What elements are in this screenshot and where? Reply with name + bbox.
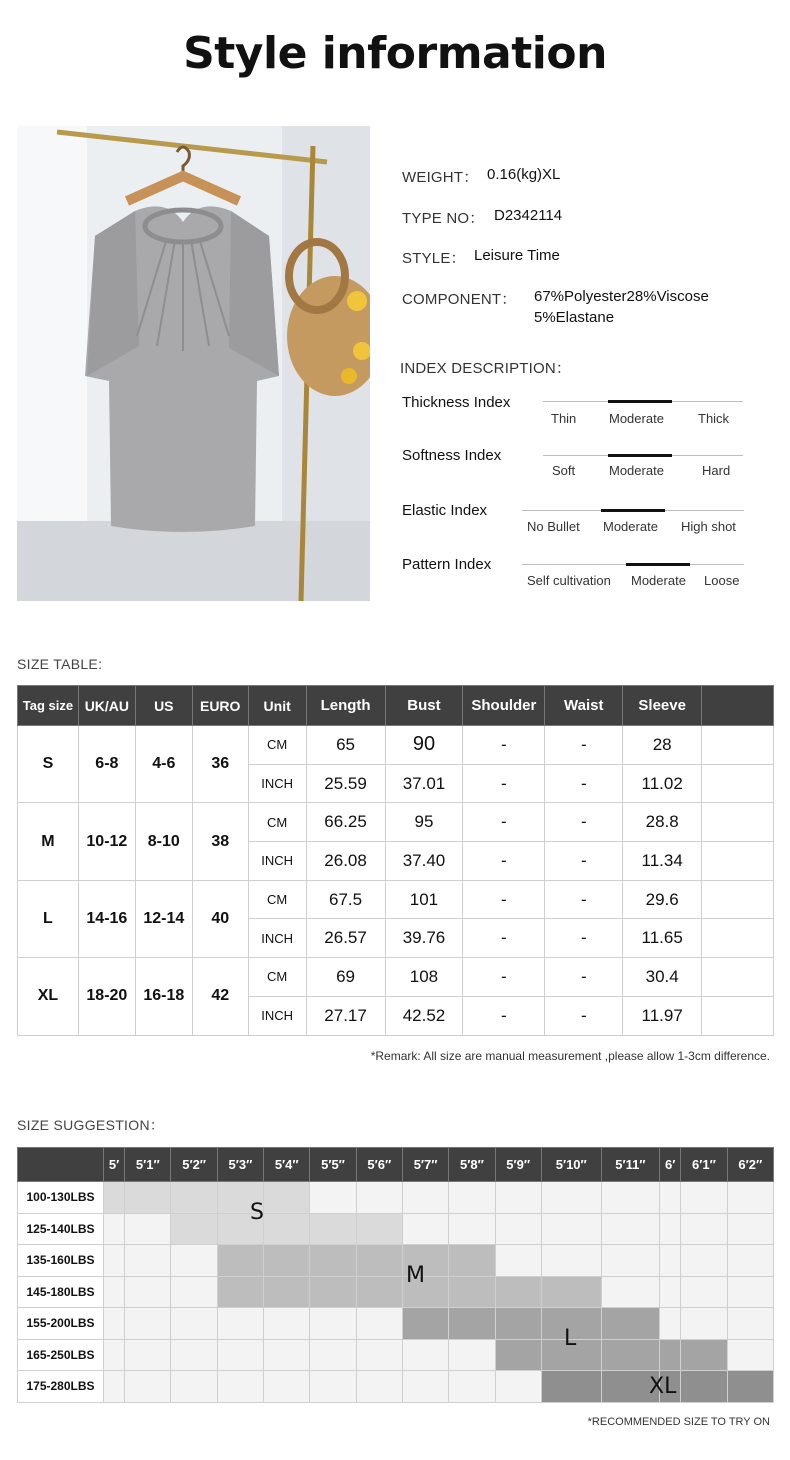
grid-cell bbox=[660, 1245, 681, 1277]
unit-cell: CM bbox=[248, 880, 306, 919]
elastic-selected-marker bbox=[601, 509, 665, 512]
header-us: US bbox=[135, 686, 192, 726]
grid-cell bbox=[125, 1308, 171, 1340]
table-row bbox=[18, 726, 774, 765]
size-euro: 40 bbox=[192, 880, 248, 957]
height-header-cell: 6′1″ bbox=[681, 1148, 727, 1182]
grid-cell bbox=[125, 1276, 171, 1308]
grid-cell bbox=[104, 1182, 125, 1214]
grid-cell bbox=[171, 1182, 217, 1214]
grid-cell bbox=[495, 1308, 541, 1340]
shoulder-cell: - bbox=[463, 764, 545, 803]
size-euro: 36 bbox=[192, 726, 248, 803]
grid-cell bbox=[402, 1213, 448, 1245]
length-cell: 26.08 bbox=[306, 842, 385, 881]
height-header-cell: 6′2″ bbox=[727, 1148, 773, 1182]
height-header-cell: 5′9″ bbox=[495, 1148, 541, 1182]
size-ukau: 10-12 bbox=[78, 803, 135, 880]
index-description-label: INDEX DESCRIPTION： bbox=[400, 360, 572, 377]
grid-cell bbox=[727, 1213, 773, 1245]
pattern-tick-mid: Moderate bbox=[631, 573, 686, 588]
grid-cell bbox=[495, 1339, 541, 1371]
grid-cell bbox=[356, 1276, 402, 1308]
height-header-cell: 5′10″ bbox=[541, 1148, 601, 1182]
grid-cell bbox=[104, 1276, 125, 1308]
weight-cell: 135-160LBS bbox=[18, 1245, 104, 1277]
grid-cell bbox=[601, 1213, 659, 1245]
shoulder-cell: - bbox=[463, 919, 545, 958]
bust-cell: 90 bbox=[385, 726, 463, 765]
pattern-selected-marker bbox=[626, 563, 690, 566]
header-shoulder: Shoulder bbox=[463, 686, 545, 726]
softness-index-label: Softness Index bbox=[402, 447, 502, 464]
bust-cell: 108 bbox=[385, 958, 463, 997]
length-cell: 27.17 bbox=[306, 996, 385, 1035]
height-header-cell: 5′6″ bbox=[356, 1148, 402, 1182]
bust-cell: 37.40 bbox=[385, 842, 463, 881]
height-header-cell: 5′8″ bbox=[449, 1148, 495, 1182]
grid-cell bbox=[681, 1371, 727, 1403]
table-row bbox=[18, 1245, 774, 1277]
grid-cell bbox=[171, 1245, 217, 1277]
shoulder-cell: - bbox=[463, 958, 545, 997]
blank-cell bbox=[702, 842, 774, 881]
grid-cell bbox=[356, 1308, 402, 1340]
grid-cell bbox=[310, 1371, 356, 1403]
grid-cell bbox=[217, 1245, 263, 1277]
size-euro: 42 bbox=[192, 958, 248, 1035]
grid-cell bbox=[495, 1213, 541, 1245]
sleeve-cell: 11.97 bbox=[623, 996, 702, 1035]
length-cell: 26.57 bbox=[306, 919, 385, 958]
size-table-label: SIZE TABLE: bbox=[17, 656, 103, 672]
sleeve-cell: 11.34 bbox=[623, 842, 702, 881]
unit-cell: CM bbox=[248, 958, 306, 997]
size-ukau: 6-8 bbox=[78, 726, 135, 803]
size-remark: *Remark: All size are manual measurement ,please allow 1-3cm difference. bbox=[370, 1049, 770, 1063]
pattern-tick-low: Self cultivation bbox=[527, 573, 611, 588]
grid-letter-m: M bbox=[406, 1263, 425, 1288]
component-value-line1: 67%Polyester28%Viscose bbox=[534, 288, 709, 305]
height-header-cell: 5′2″ bbox=[171, 1148, 217, 1182]
size-us: 4-6 bbox=[135, 726, 192, 803]
height-header-cell: 5′4″ bbox=[264, 1148, 310, 1182]
table-row bbox=[18, 1276, 774, 1308]
grid-cell bbox=[727, 1182, 773, 1214]
grid-cell bbox=[449, 1182, 495, 1214]
grid-cell bbox=[449, 1371, 495, 1403]
shoulder-cell: - bbox=[463, 803, 545, 842]
size-tag: M bbox=[18, 803, 79, 880]
size-tag: S bbox=[18, 726, 79, 803]
grid-cell bbox=[104, 1308, 125, 1340]
header-uk-au: UK/AU bbox=[78, 686, 135, 726]
grid-cell bbox=[264, 1213, 310, 1245]
grid-cell bbox=[402, 1339, 448, 1371]
blank-cell bbox=[702, 726, 774, 765]
weight-cell: 100-130LBS bbox=[18, 1182, 104, 1214]
grid-cell bbox=[660, 1276, 681, 1308]
grid-cell bbox=[356, 1213, 402, 1245]
weight-cell: 165-250LBS bbox=[18, 1339, 104, 1371]
grid-cell bbox=[356, 1371, 402, 1403]
blank-cell bbox=[702, 919, 774, 958]
grid-cell bbox=[601, 1182, 659, 1214]
length-cell: 65 bbox=[306, 726, 385, 765]
grid-cell bbox=[660, 1339, 681, 1371]
shoulder-cell: - bbox=[463, 880, 545, 919]
grid-cell bbox=[495, 1371, 541, 1403]
grid-cell bbox=[402, 1371, 448, 1403]
grid-cell bbox=[681, 1276, 727, 1308]
softness-selected-marker bbox=[608, 454, 672, 457]
size-us: 16-18 bbox=[135, 958, 192, 1035]
weight-cell: 155-200LBS bbox=[18, 1308, 104, 1340]
grid-cell bbox=[681, 1339, 727, 1371]
waist-cell: - bbox=[545, 880, 623, 919]
grid-cell bbox=[217, 1339, 263, 1371]
grid-cell bbox=[541, 1245, 601, 1277]
grid-cell bbox=[402, 1308, 448, 1340]
grid-cell bbox=[541, 1276, 601, 1308]
product-photo bbox=[17, 126, 370, 601]
shoulder-cell: - bbox=[463, 842, 545, 881]
grid-cell bbox=[125, 1339, 171, 1371]
grid-cell bbox=[310, 1213, 356, 1245]
shoulder-cell: - bbox=[463, 996, 545, 1035]
grid-cell bbox=[310, 1182, 356, 1214]
height-header-cell: 5′7″ bbox=[402, 1148, 448, 1182]
weight-value: 0.16(kg)XL bbox=[487, 166, 561, 183]
grid-cell bbox=[727, 1308, 773, 1340]
weight-cell: 145-180LBS bbox=[18, 1276, 104, 1308]
grid-cell bbox=[356, 1245, 402, 1277]
size-suggestion-footnote: *RECOMMENDED SIZE TO TRY ON bbox=[587, 1416, 770, 1428]
grid-cell bbox=[681, 1308, 727, 1340]
header-blank bbox=[702, 686, 774, 726]
grid-cell bbox=[104, 1245, 125, 1277]
unit-cell: INCH bbox=[248, 919, 306, 958]
softness-tick-low: Soft bbox=[552, 463, 576, 478]
header-sleeve: Sleeve bbox=[623, 686, 702, 726]
grid-cell bbox=[660, 1213, 681, 1245]
softness-tick-high: Hard bbox=[702, 463, 731, 478]
table-row bbox=[18, 1308, 774, 1340]
corner-cell bbox=[18, 1148, 104, 1182]
table-row bbox=[18, 958, 774, 997]
height-header-cell: 5′11″ bbox=[601, 1148, 659, 1182]
thickness-tick-low: Thin bbox=[551, 411, 577, 426]
size-tag: L bbox=[18, 880, 79, 957]
grid-cell bbox=[264, 1182, 310, 1214]
grid-cell bbox=[264, 1371, 310, 1403]
grid-letter-s: S bbox=[250, 1200, 264, 1225]
grid-letter-l: L bbox=[564, 1326, 577, 1351]
grid-cell bbox=[104, 1339, 125, 1371]
grid-cell bbox=[449, 1213, 495, 1245]
waist-cell: - bbox=[545, 842, 623, 881]
thickness-selected-marker bbox=[608, 400, 672, 403]
grid-cell bbox=[727, 1245, 773, 1277]
grid-cell bbox=[310, 1339, 356, 1371]
grid-cell bbox=[660, 1182, 681, 1214]
tshirt-photo-icon bbox=[17, 126, 370, 601]
grid-cell bbox=[495, 1276, 541, 1308]
grid-cell bbox=[310, 1308, 356, 1340]
sleeve-cell: 28.8 bbox=[623, 803, 702, 842]
grid-cell bbox=[541, 1213, 601, 1245]
grid-cell bbox=[217, 1276, 263, 1308]
grid-cell bbox=[727, 1371, 773, 1403]
size-table-header-row bbox=[18, 686, 774, 726]
grid-cell bbox=[601, 1308, 659, 1340]
sleeve-cell: 28 bbox=[623, 726, 702, 765]
grid-cell bbox=[449, 1245, 495, 1277]
grid-cell bbox=[171, 1276, 217, 1308]
grid-cell bbox=[660, 1308, 681, 1340]
thickness-tick-high: Thick bbox=[698, 411, 730, 426]
grid-cell bbox=[495, 1182, 541, 1214]
grid-letter-xl: XL bbox=[649, 1374, 677, 1399]
height-header-cell: 5′1″ bbox=[125, 1148, 171, 1182]
header-tag-size: Tag size bbox=[18, 686, 79, 726]
size-us: 12-14 bbox=[135, 880, 192, 957]
header-length: Length bbox=[306, 686, 385, 726]
unit-cell: CM bbox=[248, 803, 306, 842]
grid-cell bbox=[495, 1245, 541, 1277]
height-header-cell: 5′5″ bbox=[310, 1148, 356, 1182]
bust-cell: 39.76 bbox=[385, 919, 463, 958]
blank-cell bbox=[702, 803, 774, 842]
page-title: Style information bbox=[183, 28, 607, 79]
grid-cell bbox=[125, 1182, 171, 1214]
unit-cell: INCH bbox=[248, 996, 306, 1035]
grid-cell bbox=[541, 1371, 601, 1403]
grid-cell bbox=[217, 1308, 263, 1340]
grid-cell bbox=[264, 1245, 310, 1277]
elastic-tick-mid: Moderate bbox=[603, 519, 658, 534]
grid-cell bbox=[171, 1213, 217, 1245]
bust-cell: 95 bbox=[385, 803, 463, 842]
grid-cell bbox=[310, 1245, 356, 1277]
grid-cell bbox=[601, 1276, 659, 1308]
sleeve-cell: 11.65 bbox=[623, 919, 702, 958]
grid-cell bbox=[217, 1371, 263, 1403]
table-row bbox=[18, 1213, 774, 1245]
shoulder-cell: - bbox=[463, 726, 545, 765]
grid-cell bbox=[310, 1276, 356, 1308]
length-cell: 67.5 bbox=[306, 880, 385, 919]
unit-cell: CM bbox=[248, 726, 306, 765]
blank-cell bbox=[702, 996, 774, 1035]
grid-cell bbox=[171, 1308, 217, 1340]
style-label: STYLE： bbox=[402, 250, 466, 267]
style-value: Leisure Time bbox=[474, 247, 560, 264]
grid-cell bbox=[681, 1213, 727, 1245]
grid-cell bbox=[125, 1245, 171, 1277]
waist-cell: - bbox=[545, 803, 623, 842]
size-table bbox=[17, 685, 774, 1036]
grid-cell bbox=[449, 1339, 495, 1371]
table-row bbox=[18, 803, 774, 842]
elastic-tick-high: High shot bbox=[681, 519, 736, 534]
blank-cell bbox=[702, 764, 774, 803]
sleeve-cell: 29.6 bbox=[623, 880, 702, 919]
length-cell: 69 bbox=[306, 958, 385, 997]
header-bust: Bust bbox=[385, 686, 463, 726]
blank-cell bbox=[702, 880, 774, 919]
sleeve-cell: 30.4 bbox=[623, 958, 702, 997]
waist-cell: - bbox=[545, 764, 623, 803]
thickness-tick-mid: Moderate bbox=[609, 411, 664, 426]
grid-cell bbox=[601, 1339, 659, 1371]
grid-cell bbox=[402, 1182, 448, 1214]
component-value-line2: 5%Elastane bbox=[534, 309, 615, 326]
grid-cell bbox=[356, 1182, 402, 1214]
sleeve-cell: 11.02 bbox=[623, 764, 702, 803]
elastic-tick-low: No Bullet bbox=[527, 519, 580, 534]
pattern-tick-high: Loose bbox=[704, 573, 740, 588]
type-value: D2342114 bbox=[494, 207, 563, 224]
length-cell: 66.25 bbox=[306, 803, 385, 842]
size-suggestion-label: SIZE SUGGESTION： bbox=[17, 1117, 165, 1133]
height-header-cell: 5′3″ bbox=[217, 1148, 263, 1182]
size-ukau: 18-20 bbox=[78, 958, 135, 1035]
blank-cell bbox=[702, 958, 774, 997]
thickness-index-label: Thickness Index bbox=[402, 394, 511, 411]
size-suggestion-grid bbox=[17, 1147, 774, 1403]
grid-cell bbox=[171, 1339, 217, 1371]
table-row bbox=[18, 1182, 774, 1214]
grid-cell bbox=[171, 1371, 217, 1403]
weight-label: WEIGHT： bbox=[402, 169, 479, 186]
grid-cell bbox=[125, 1371, 171, 1403]
header-unit: Unit bbox=[248, 686, 306, 726]
softness-tick-mid: Moderate bbox=[609, 463, 664, 478]
grid-cell bbox=[449, 1276, 495, 1308]
header-waist: Waist bbox=[545, 686, 623, 726]
waist-cell: - bbox=[545, 919, 623, 958]
size-euro: 38 bbox=[192, 803, 248, 880]
grid-cell bbox=[264, 1308, 310, 1340]
size-us: 8-10 bbox=[135, 803, 192, 880]
grid-cell bbox=[727, 1339, 773, 1371]
weight-cell: 175-280LBS bbox=[18, 1371, 104, 1403]
elastic-index-label: Elastic Index bbox=[402, 502, 488, 519]
unit-cell: INCH bbox=[248, 842, 306, 881]
table-row bbox=[18, 1339, 774, 1371]
component-label: COMPONENT： bbox=[402, 291, 517, 308]
grid-cell bbox=[601, 1245, 659, 1277]
bust-cell: 37.01 bbox=[385, 764, 463, 803]
height-header-cell: 6′ bbox=[660, 1148, 681, 1182]
waist-cell: - bbox=[545, 958, 623, 997]
grid-cell bbox=[727, 1276, 773, 1308]
grid-cell bbox=[125, 1213, 171, 1245]
grid-cell bbox=[681, 1245, 727, 1277]
pattern-index-label: Pattern Index bbox=[402, 556, 492, 573]
type-label: TYPE NO： bbox=[402, 210, 485, 227]
grid-cell bbox=[104, 1371, 125, 1403]
grid-cell bbox=[104, 1213, 125, 1245]
table-row bbox=[18, 880, 774, 919]
waist-cell: - bbox=[545, 726, 623, 765]
grid-cell bbox=[541, 1182, 601, 1214]
grid-cell bbox=[264, 1339, 310, 1371]
weight-cell: 125-140LBS bbox=[18, 1213, 104, 1245]
length-cell: 25.59 bbox=[306, 764, 385, 803]
grid-cell bbox=[264, 1276, 310, 1308]
grid-cell bbox=[681, 1182, 727, 1214]
bust-cell: 42.52 bbox=[385, 996, 463, 1035]
waist-cell: - bbox=[545, 996, 623, 1035]
header-euro: EURO bbox=[192, 686, 248, 726]
bust-cell: 101 bbox=[385, 880, 463, 919]
height-header-cell: 5′ bbox=[104, 1148, 125, 1182]
size-tag: XL bbox=[18, 958, 79, 1035]
size-ukau: 14-16 bbox=[78, 880, 135, 957]
height-header-row bbox=[18, 1148, 774, 1182]
grid-cell bbox=[356, 1339, 402, 1371]
grid-cell bbox=[449, 1308, 495, 1340]
unit-cell: INCH bbox=[248, 764, 306, 803]
